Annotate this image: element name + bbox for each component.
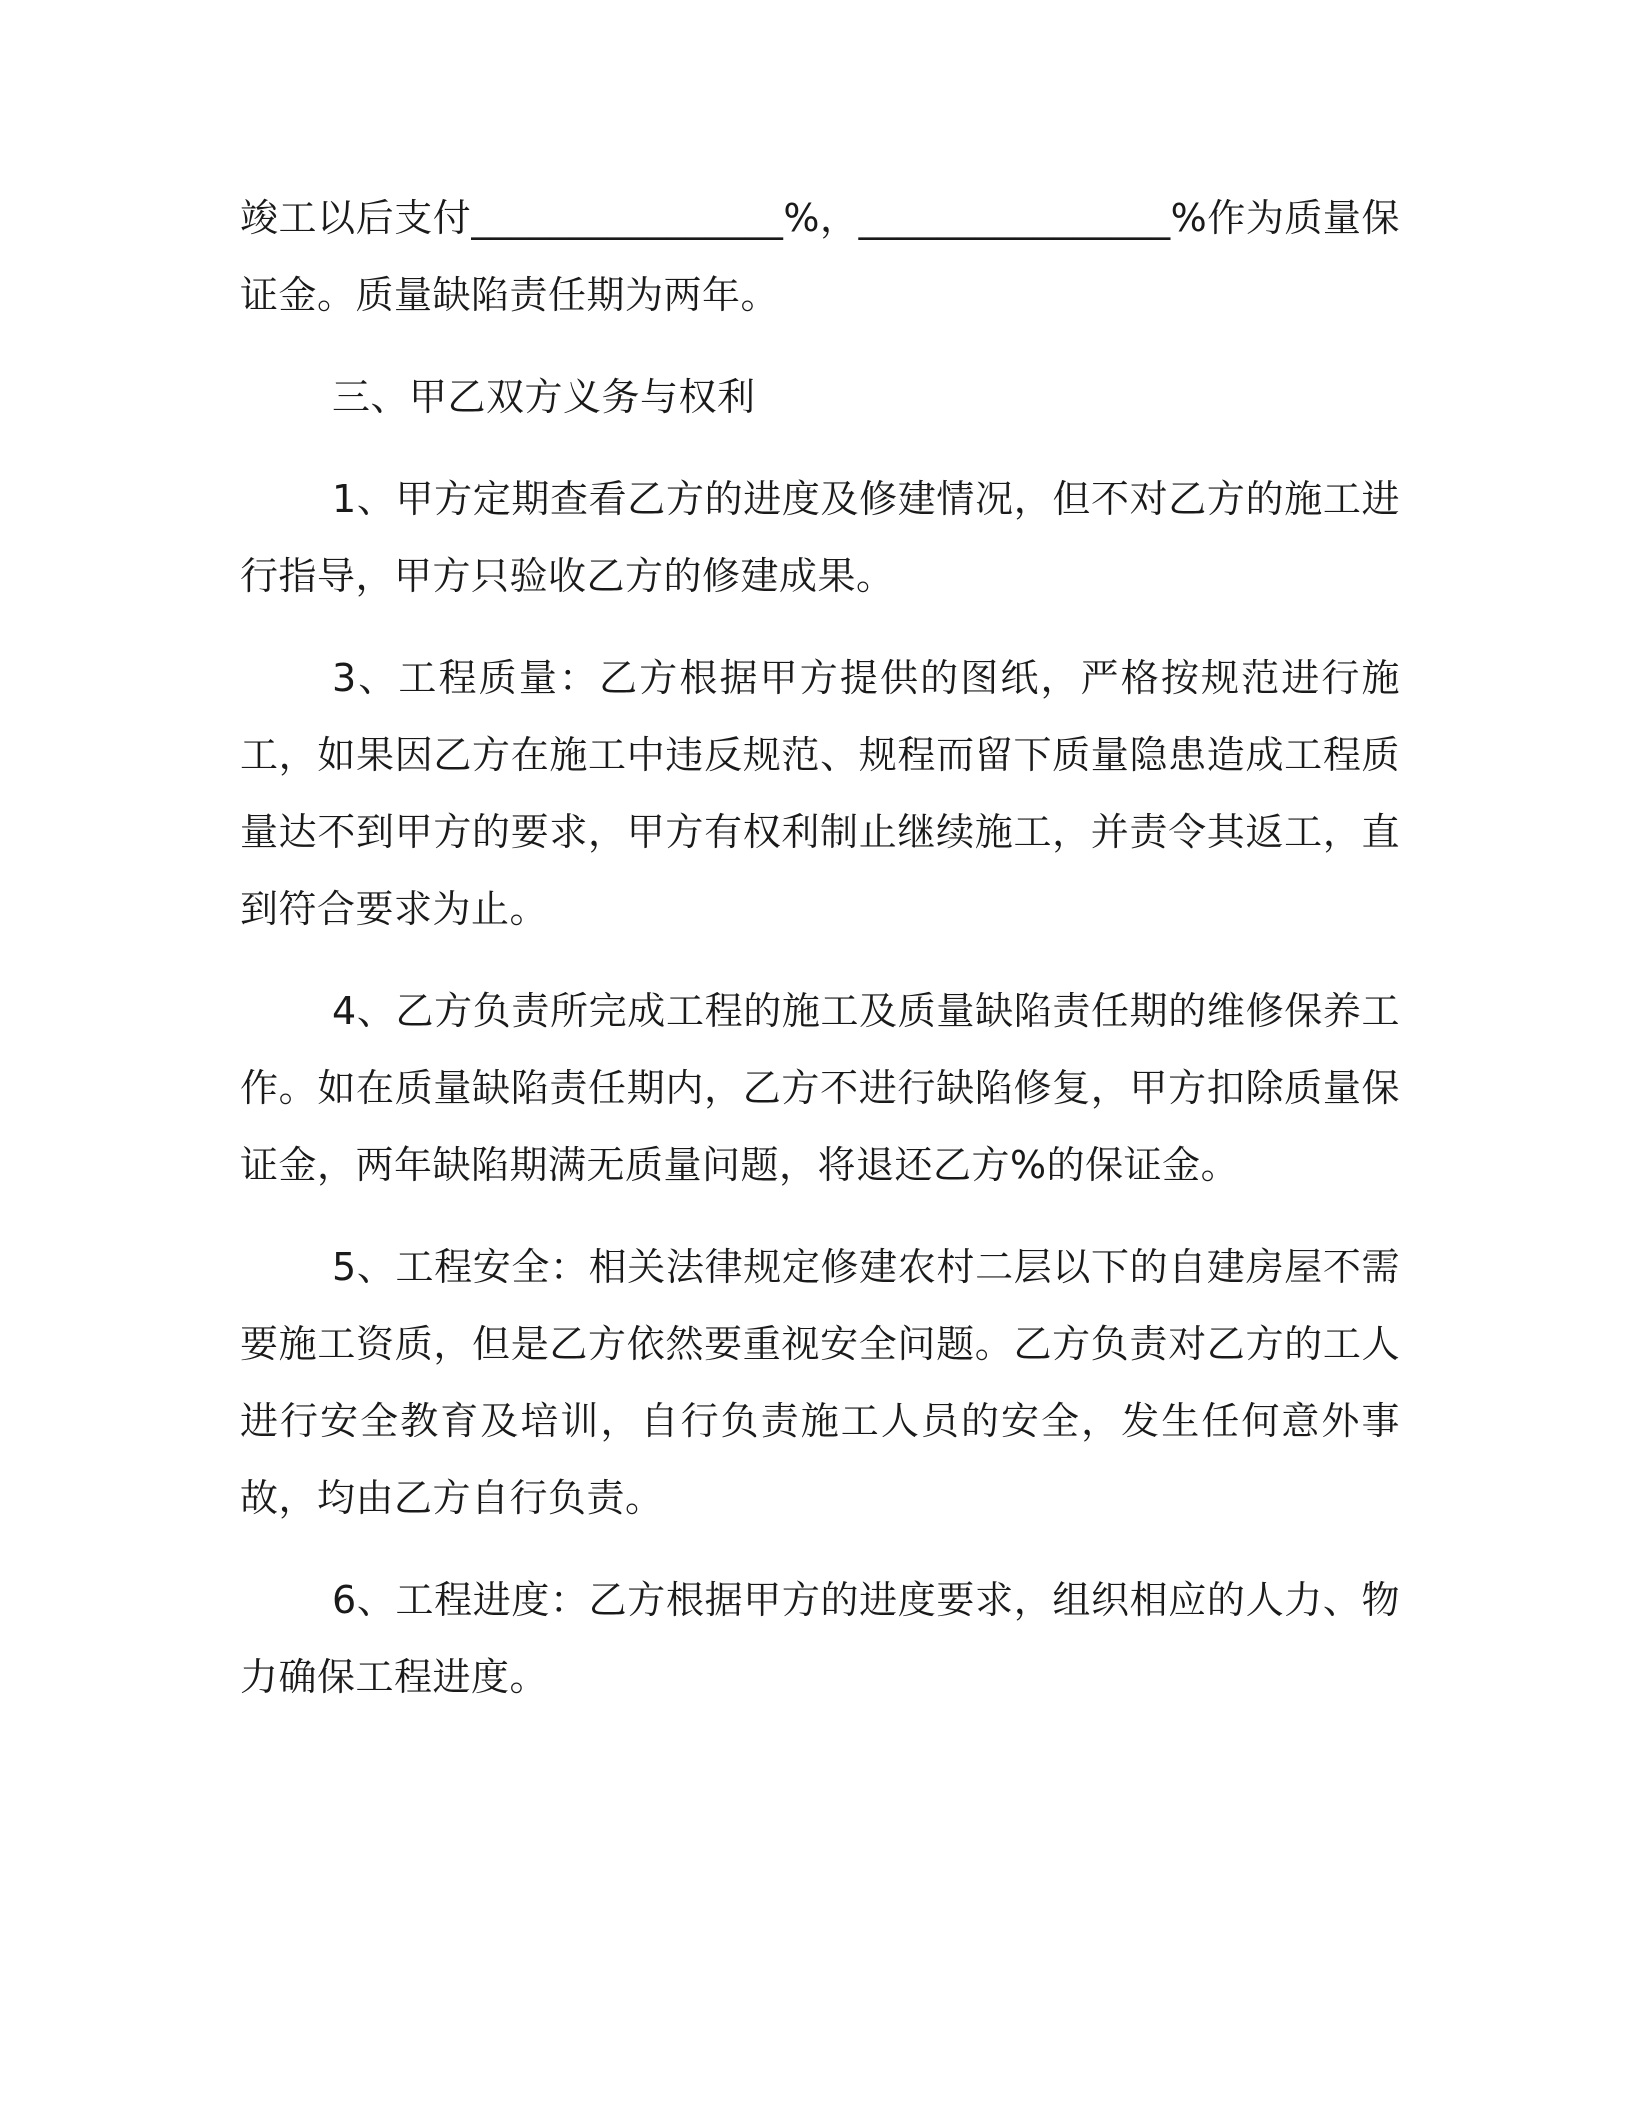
clause-6-schedule: 6、工程进度：乙方根据甲方的进度要求，组织相应的人力、物力确保工程进度。	[240, 1578, 1400, 1699]
section-heading-obligations: 三、甲乙双方义务与权利	[332, 375, 756, 419]
clause-5-safety: 5、工程安全：相关法律规定修建农村二层以下的自建房屋不需要施工资质，但是乙方依然要重视安全问题。乙方负责对乙方的工人进行安全教育及培训，自行负责施工人员的安全，发生任何意外事故，均由乙方自行负责。	[240, 1245, 1400, 1520]
paragraph-payment-terms: 竣工以后支付________________%，________________%作为质量保证金。质量缺陷责任期为两年。	[240, 196, 1400, 317]
clause-3-quality: 3、工程质量：乙方根据甲方提供的图纸，严格按规范进行施工，如果因乙方在施工中违反规范、规程而留下质量隐患造成工程质量达不到甲方的要求，甲方有权利制止继续施工，并责令其返工，直到符合要求为止。	[240, 656, 1400, 931]
clause-4-warranty: 4、乙方负责所完成工程的施工及质量缺陷责任期的维修保养工作。如在质量缺陷责任期内，乙方不进行缺陷修复，甲方扣除质量保证金，两年缺陷期满无质量问题，将退还乙方%的保证金。	[240, 989, 1400, 1187]
clause-1-inspection: 1、甲方定期查看乙方的进度及修建情况，但不对乙方的施工进行指导，甲方只验收乙方的修建成果。	[240, 477, 1400, 598]
document-body	[240, 180, 1400, 1741]
